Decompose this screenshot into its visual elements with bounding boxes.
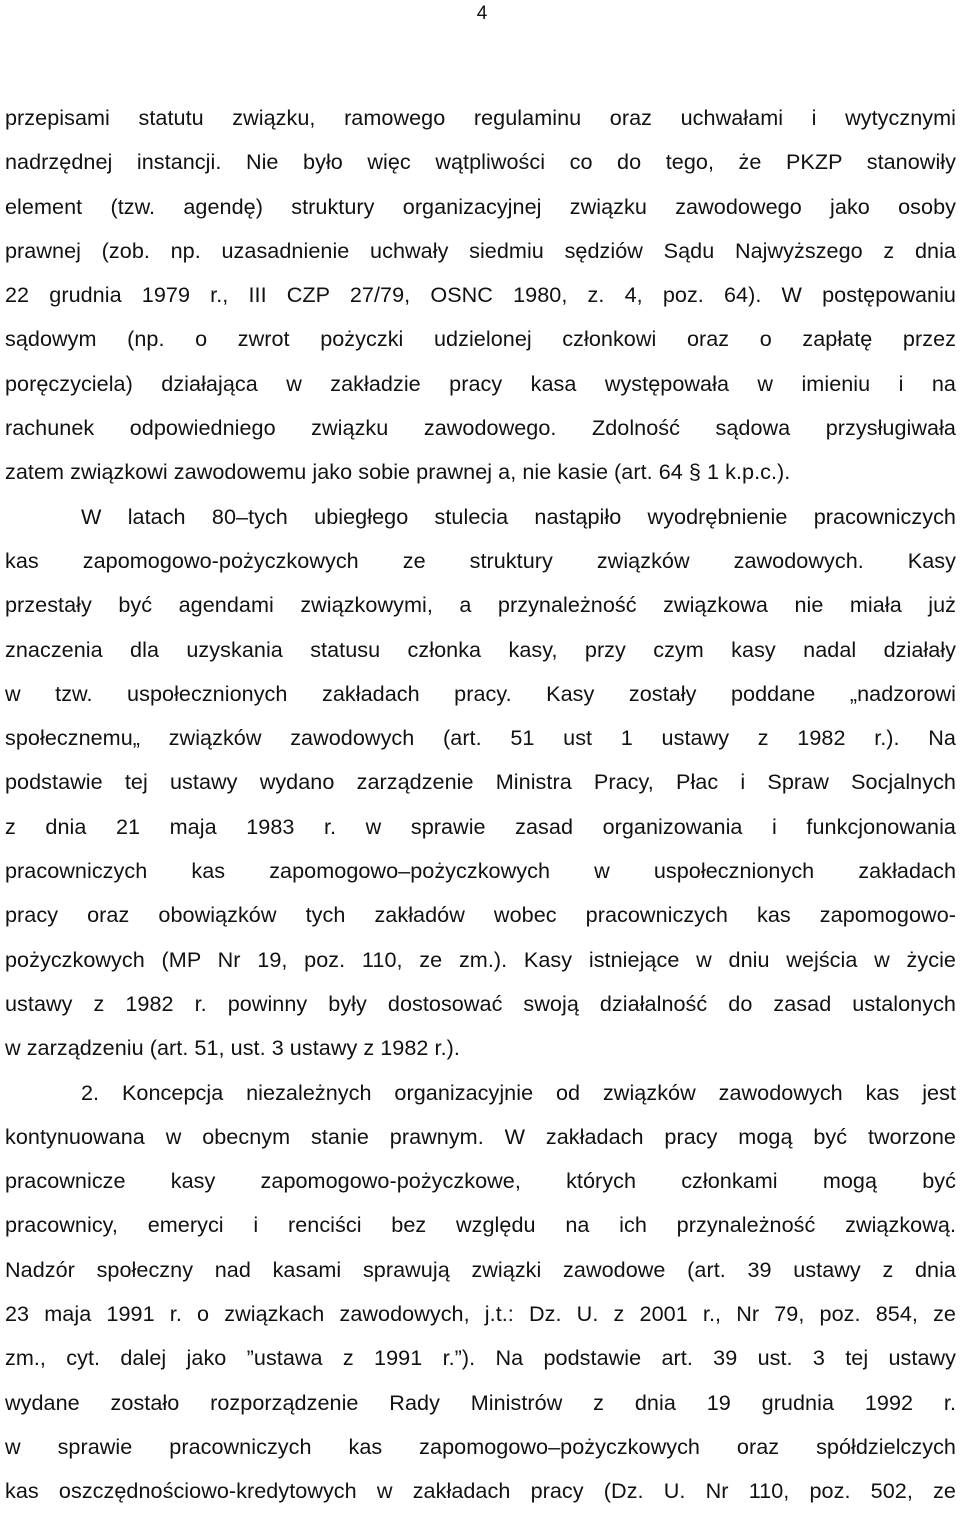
text-line: przestały być agendami związkowymi, a przynależność związkowa nie miała już: [5, 592, 956, 618]
text-line: kontynuowana w obecnym stanie prawnym. W zakładach pracy mogą być tworzone: [5, 1123, 956, 1149]
text-line: 2. Koncepcja niezależnych organizacyjnie od związków zawodowych kas jest: [81, 1079, 956, 1105]
text-line: pracownicy, emeryci i renciści bez względu na ich przynależność związkową.: [5, 1212, 956, 1238]
text-line: zatem związkowi zawodowemu jako sobie prawnej a, nie kasie (art. 64 § 1 k.p.c.).: [5, 459, 791, 485]
text-line: element (tzw. agendę) struktury organizacyjnej związku zawodowego jako osoby: [5, 193, 956, 219]
text-line: w zarządzeniu (art. 51, ust. 3 ustawy z 1982 r.).: [5, 1035, 460, 1061]
text-line: sądowym (np. o zwrot pożyczki udzielonej członkowi oraz o zapłatę przez: [5, 326, 956, 352]
text-line: znaczenia dla uzyskania statusu członka kasy, przy czym kasy nadal działały: [5, 636, 956, 662]
text-line: pożyczkowych (MP Nr 19, poz. 110, ze zm.). Kasy istniejące w dniu wejścia w życie: [5, 946, 956, 972]
text-line: w sprawie pracowniczych kas zapomogowo–pożyczkowych oraz spółdzielczych: [5, 1433, 956, 1459]
text-line: wydane zostało rozporządzenie Rady Ministrów z dnia 19 grudnia 1992 r.: [5, 1389, 956, 1415]
text-line: 22 grudnia 1979 r., III CZP 27/79, OSNC 1980, z. 4, poz. 64). W postępowaniu: [5, 282, 956, 308]
text-line: prawnej (zob. np. uzasadnienie uchwały siedmiu sędziów Sądu Najwyższego z dnia: [5, 237, 956, 263]
text-line: kas zapomogowo-pożyczkowych ze struktury związków zawodowych. Kasy: [5, 547, 956, 573]
text-line: społecznemu„ związków zawodowych (art. 51 ust 1 ustawy z 1982 r.). Na: [5, 725, 956, 751]
text-line: Nadzór społeczny nad kasami sprawują związki zawodowe (art. 39 ustawy z dnia: [5, 1256, 956, 1282]
text-line: pracowniczych kas zapomogowo–pożyczkowych w uspołecznionych zakładach: [5, 858, 956, 884]
document-body: [5, 96, 956, 1514]
text-line: podstawie tej ustawy wydano zarządzenie Ministra Pracy, Płac i Spraw Socjalnych: [5, 769, 956, 795]
text-line: 23 maja 1991 r. o związkach zawodowych, j.t.: Dz. U. z 2001 r., Nr 79, poz. 854, ze: [5, 1301, 956, 1327]
text-line: rachunek odpowiedniego związku zawodowego. Zdolność sądowa przysługiwała: [5, 415, 956, 441]
text-line: z dnia 21 maja 1983 r. w sprawie zasad organizowania i funkcjonowania: [5, 813, 956, 839]
text-line: pracownicze kasy zapomogowo-pożyczkowe, których członkami mogą być: [5, 1168, 956, 1194]
text-line: przepisami statutu związku, ramowego regulaminu oraz uchwałami i wytycznymi: [5, 105, 956, 130]
text-line: kas oszczędnościowo-kredytowych w zakładach pracy (Dz. U. Nr 110, poz. 502, ze: [5, 1478, 956, 1504]
text-line: ustawy z 1982 r. powinny były dostosować swoją działalność do zasad ustalonych: [5, 990, 956, 1016]
text-line: nadrzędnej instancji. Nie było więc wątpliwości co do tego, że PKZP stanowiły: [5, 149, 956, 175]
text-line: poręczyciela) działająca w zakładzie pracy kasa występowała w imieniu i na: [5, 370, 956, 396]
text-line: zm., cyt. dalej jako ”ustawa z 1991 r.”). Na podstawie art. 39 ust. 3 tej ustawy: [5, 1345, 956, 1371]
text-line: pracy oraz obowiązków tych zakładów wobec pracowniczych kas zapomogowo-: [5, 902, 956, 928]
page-number: 4: [476, 3, 488, 24]
text-line: W latach 80–tych ubiegłego stulecia nastąpiło wyodrębnienie pracowniczych: [81, 503, 956, 529]
text-line: w tzw. uspołecznionych zakładach pracy. Kasy zostały poddane „nadzorowi: [5, 680, 956, 706]
